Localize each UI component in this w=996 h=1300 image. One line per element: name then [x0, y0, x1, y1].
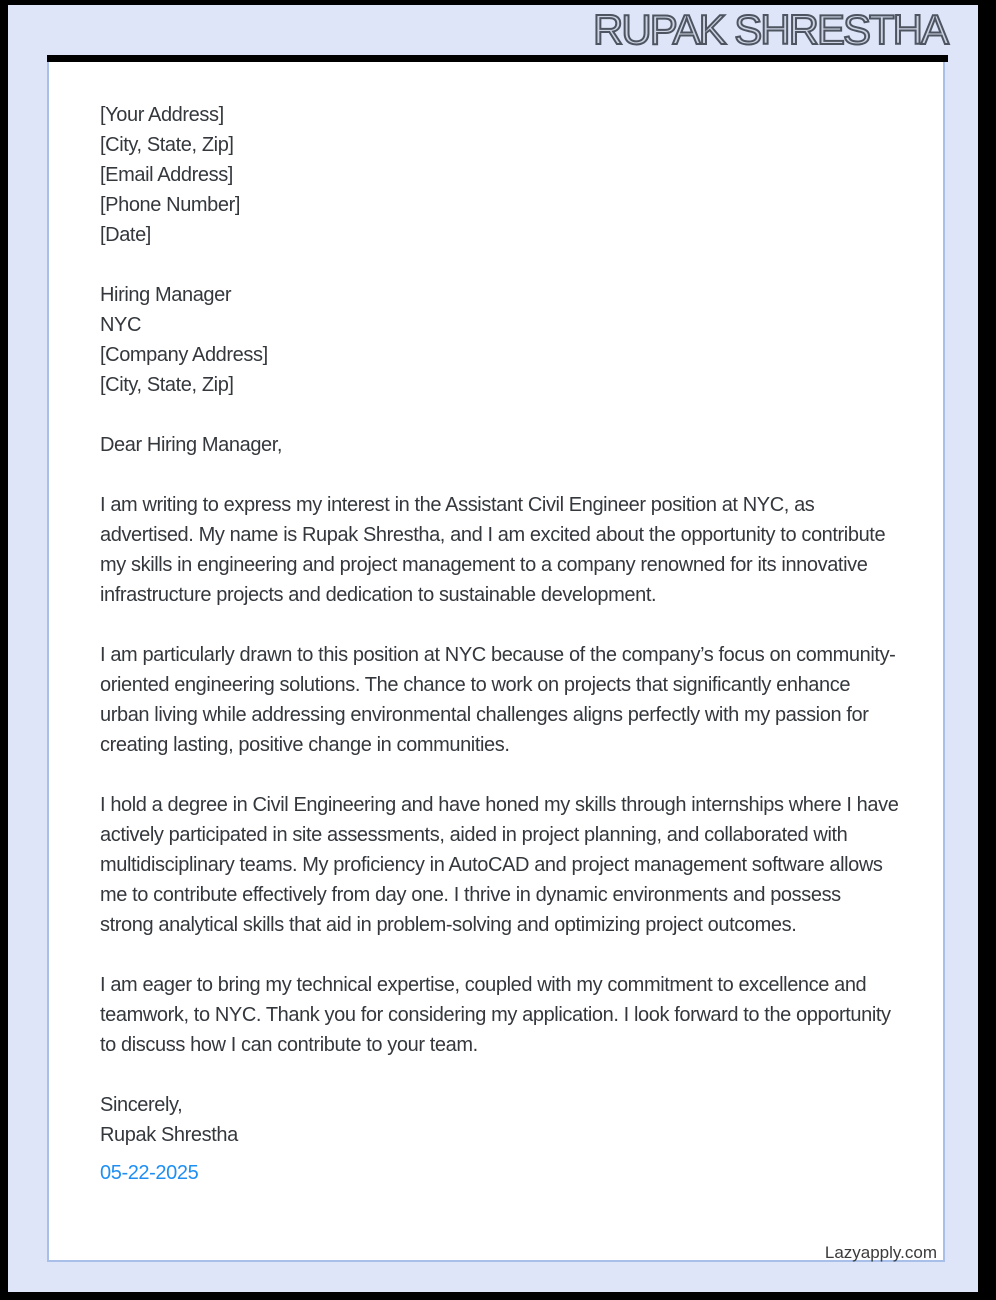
recipient-company-line: NYC: [100, 314, 142, 336]
closing: Sincerely,: [100, 1094, 183, 1116]
page-title: RUPAK SHRESTHA: [593, 6, 947, 53]
recipient-name-line: Hiring Manager: [100, 284, 232, 306]
signature-name: Rupak Shrestha: [100, 1124, 238, 1146]
letter-page: [47, 62, 945, 1262]
closing-block: [100, 1090, 899, 1150]
recipient-address-line: [Company Address]: [100, 344, 268, 366]
sender-email-line: [Email Address]: [100, 164, 233, 186]
sender-phone-line: [Phone Number]: [100, 194, 241, 216]
salutation: Dear Hiring Manager,: [100, 434, 283, 456]
paragraph-motivation: I am particularly drawn to this position at NYC because of the company’s focus on community-oriented engineering solutions. The chance to work on projects that significantly enhance urban living while addressing environmental challenges aligns perfectly with my passion for creating lasting, positive change in communities.: [100, 644, 896, 756]
paragraph-qualifications: I hold a degree in Civil Engineering and have honed my skills through internships where I have actively participated in site assessments, aided in project planning, and collaborated with multidisciplinary teams. My proficiency in AutoCAD and project management software allows me to contribute effectively from day one. I thrive in dynamic environments and possess strong analytical skills that aid in problem-solving and optimizing project outcomes.: [100, 794, 899, 936]
paragraph-conclusion: I am eager to bring my technical expertise, coupled with my commitment to excellence and teamwork, to NYC. Thank you for considering my application. I look forward to the opportunity to discuss how I can contribute to your team.: [100, 974, 891, 1056]
recipient-city-line: [City, State, Zip]: [100, 374, 234, 396]
sender-address-line: [Your Address]: [100, 104, 224, 126]
header-divider: [47, 55, 948, 62]
sender-city-line: [City, State, Zip]: [100, 134, 234, 156]
paragraph-intro: I am writing to express my interest in the Assistant Civil Engineer position at NYC, as advertised. My name is Rupak Shrestha, and I am excited about the opportunity to contribute my skills in engineering and project management to a company renowned for its innovative infrastructure projects and dedication to sustainable development.: [100, 494, 886, 606]
lazyapply-watermark: Lazyapply.com: [824, 1243, 937, 1262]
letter-content: [49, 62, 943, 1188]
sender-date-line: [Date]: [100, 224, 151, 246]
sender-address-block: [100, 100, 899, 250]
letter-date: 05-22-2025: [100, 1162, 199, 1184]
recipient-block: [100, 280, 899, 400]
